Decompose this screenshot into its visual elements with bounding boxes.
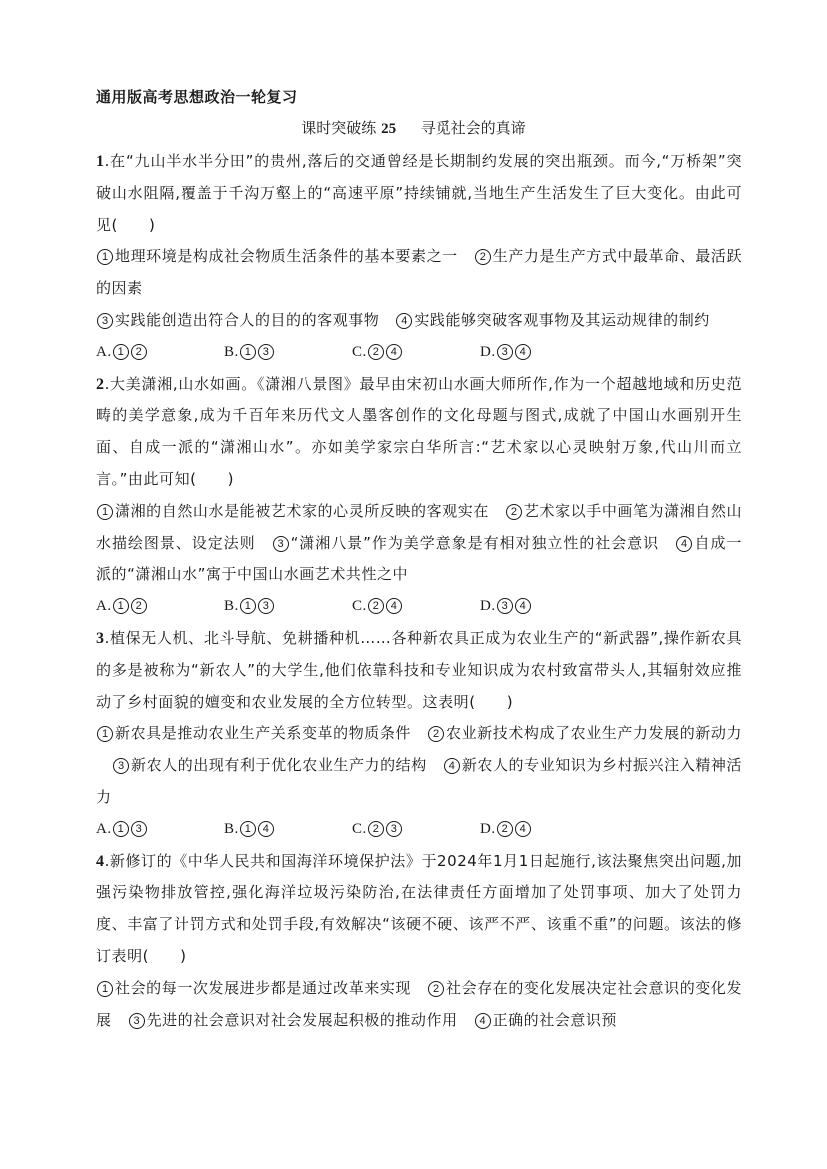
question-4 bbox=[96, 846, 742, 1037]
option-number-2: 2 bbox=[428, 726, 444, 742]
question-number: 2 bbox=[96, 375, 105, 393]
option-number-3: 3 bbox=[129, 1013, 145, 1029]
statement-2: 艺术家以手中画笔为潇湘自然山水描绘图景、设定法则 bbox=[96, 501, 743, 552]
statement-2: 生产力是生产方式中最革命、最活跃的因素 bbox=[96, 247, 742, 298]
statement-2: 农业新技术构成了农业生产力发展的新动力 bbox=[446, 724, 743, 743]
statement-3: “潇湘八景”作为美学意象是有相对独立性的社会意识 bbox=[290, 533, 660, 552]
choice-d: D. 2 4 bbox=[480, 814, 608, 846]
statement-1: 社会的每一次发展进步都是通过改革来实现 bbox=[115, 978, 412, 997]
question-text: .大美潇湘,山水如画。《潇湘八景图》最早由宋初山水画大师所作,作为一个超越地域和历史范畴的美学意象,成为千百年来历代文人墨客创作的文化母题与图式,成就了中国山水画别开生面、自成一派的“潇湘山水”。亦如美学家宗白华所言:“艺术家以心灵映射万象,代山川而立言。”由此可知( ) bbox=[96, 374, 742, 488]
choice-b: B. 1 3 bbox=[224, 337, 352, 369]
statement-4: 新农人的专业知识为乡村振兴注入精神活力 bbox=[96, 756, 743, 806]
question-text: .新修订的《中华人民共和国海洋环境保护法》于2024年1月1日起施行,该法聚焦突出问题,加强污染物排放管控,强化海洋垃圾污染防治,在法律责任方面增加了处罚事项、加大了处罚力度、丰富了计罚方式和处罚手段,有效解决“该硬不硬、该严不严、该重不重”的问题。该法的修订表明( ) bbox=[96, 851, 742, 965]
choice-d: D. 3 4 bbox=[480, 337, 608, 369]
choice-a: A. 1 3 bbox=[96, 814, 224, 846]
answer-choices bbox=[96, 814, 742, 846]
statement-3: 先进的社会意识对社会发展起积极的推动作用 bbox=[146, 1010, 458, 1029]
title-topic: 寻觅社会的真谛 bbox=[420, 119, 526, 137]
choice-c: C. 2 3 bbox=[352, 814, 480, 846]
option-number-1: 1 bbox=[97, 981, 113, 997]
option-number-3: 3 bbox=[113, 758, 129, 774]
choice-c: C. 2 4 bbox=[352, 591, 480, 623]
question-2 bbox=[96, 369, 742, 623]
choice-a: A. 1 2 bbox=[96, 591, 224, 623]
answer-choices bbox=[96, 591, 742, 623]
question-text: .在“九山半水半分田”的贵州,落后的交通曾经是长期制约发展的突出瓶颈。而今,“万桥架”突破山水阻隔,覆盖于千沟万壑上的“高速平原”持续铺就,当地生产生活发生了巨大变化。由此可见( ) bbox=[96, 152, 742, 234]
statement-4: 实践能够突破客观事物及其运动规律的制约 bbox=[414, 310, 710, 329]
statement-1: 潇湘的自然山水是能被艺术家的心灵所反映的客观实在 bbox=[115, 501, 489, 520]
statement-1: 新农具是推动农业生产关系变革的物质条件 bbox=[115, 724, 412, 743]
title-number: 25 bbox=[381, 121, 397, 137]
option-number-4: 4 bbox=[676, 536, 692, 552]
option-number-2: 2 bbox=[506, 504, 522, 520]
option-number-2: 2 bbox=[475, 249, 491, 265]
question-number: 4 bbox=[96, 852, 105, 870]
choice-b: B. 1 4 bbox=[224, 814, 352, 846]
question-1 bbox=[96, 146, 742, 369]
choice-c: C. 2 4 bbox=[352, 337, 480, 369]
statement-options bbox=[96, 973, 742, 1037]
title-prefix: 课时突破练 bbox=[301, 119, 377, 137]
questions bbox=[96, 146, 742, 1036]
option-number-1: 1 bbox=[97, 504, 113, 520]
option-number-3: 3 bbox=[97, 313, 113, 329]
option-number-3: 3 bbox=[273, 536, 289, 552]
question-stem bbox=[96, 146, 742, 241]
question-stem bbox=[96, 369, 742, 496]
option-number-4: 4 bbox=[396, 313, 412, 329]
option-number-1: 1 bbox=[97, 726, 113, 742]
question-number: 1 bbox=[96, 153, 105, 170]
choice-d: D. 3 4 bbox=[480, 591, 608, 623]
lesson-title bbox=[0, 117, 827, 138]
statement-4: 正确的社会意识预 bbox=[492, 1010, 617, 1029]
statement-options bbox=[96, 496, 742, 591]
answer-choices bbox=[96, 337, 742, 369]
question-number: 3 bbox=[96, 629, 105, 647]
question-stem bbox=[96, 846, 742, 973]
question-text: .植保无人机、北斗导航、免耕播种机……各种新农具正成为农业生产的“新武器”,操作新农具的多是被称为“新农人”的大学生,他们依靠科技和专业知识成为农村致富带头人,其辐射效应推动了乡村面貌的嬗变和农业发展的全方位转型。这表明( ) bbox=[96, 628, 742, 711]
option-number-2: 2 bbox=[428, 981, 444, 997]
question-stem bbox=[96, 623, 742, 718]
choice-a: A. 1 2 bbox=[96, 337, 224, 369]
statement-1: 地理环境是构成社会物质生活条件的基本要素之一 bbox=[115, 247, 458, 266]
title-gap bbox=[401, 119, 416, 137]
statement-3: 实践能创造出符合人的目的的客观事物 bbox=[115, 310, 380, 329]
statement-3: 新农人的出现有利于优化农业生产力的结构 bbox=[131, 756, 427, 775]
question-3 bbox=[96, 623, 742, 846]
statement-options bbox=[96, 305, 742, 337]
statement-options bbox=[96, 241, 742, 305]
option-number-4: 4 bbox=[444, 758, 460, 774]
option-number-4: 4 bbox=[475, 1013, 491, 1029]
doc-header: 通用版高考思想政治一轮复习 bbox=[96, 88, 298, 106]
option-number-1: 1 bbox=[97, 249, 113, 265]
choice-b: B. 1 3 bbox=[224, 591, 352, 623]
statement-4: 自成一派的“潇湘山水”寓于中国山水画艺术共性之中 bbox=[96, 533, 742, 584]
statement-2: 社会存在的变化发展决定社会意识的变化发展 bbox=[96, 978, 743, 1029]
statement-options bbox=[96, 718, 742, 813]
